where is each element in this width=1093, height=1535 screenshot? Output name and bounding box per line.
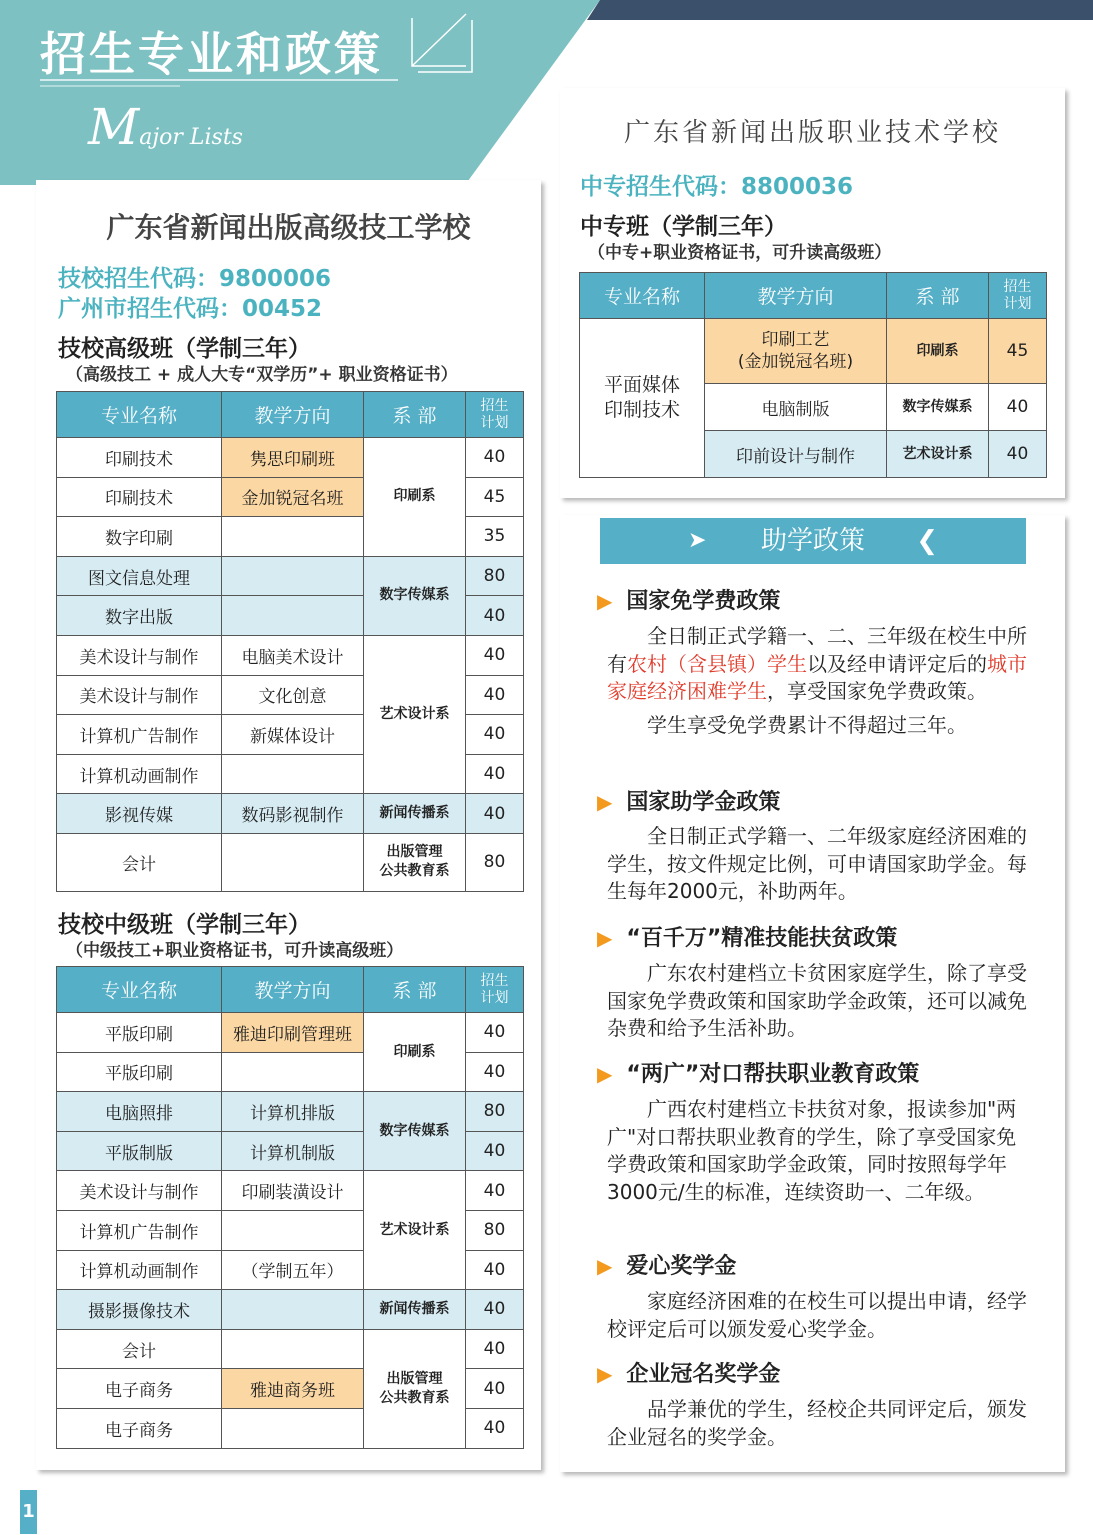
direction-cell — [222, 1210, 364, 1250]
direction-cell: 计算机制版 — [222, 1131, 364, 1171]
plan-cell: 40 — [466, 1171, 524, 1211]
policy-body: 品学兼优的学生，经校企共同评定后，颁发企业冠名的奖学金。 — [607, 1397, 1027, 1449]
direction-cell: 电脑制版 — [705, 384, 887, 431]
plan-cell: 80 — [466, 1210, 524, 1250]
plan-cell: 45 — [989, 319, 1047, 384]
policy-body: 广东农村建档立卡贫困家庭学生，除了享受国家免学费政策和国家助学金政策，还可以减免杂费和给予生活补助。 — [607, 961, 1027, 1041]
major-cell: 平版印刷 — [57, 1052, 222, 1092]
policy-title: 助学政策 — [760, 526, 865, 556]
direction-cell: 电脑美术设计 — [222, 635, 364, 675]
plan-cell: 40 — [466, 675, 524, 715]
plan-cell: 40 — [466, 596, 524, 636]
dept-cell: 印刷系 — [887, 319, 989, 384]
major-cell: 计算机动画制作 — [57, 1250, 222, 1290]
highlight-rural: 农村（含县镇）学生 — [627, 651, 807, 676]
major-cell: 平版印刷 — [57, 1013, 222, 1053]
right-class-table — [579, 272, 1047, 478]
direction-cell: 金加锐冠名班 — [222, 477, 364, 517]
plan-cell: 40 — [466, 1250, 524, 1290]
arrow-right-icon: ➤ — [688, 528, 707, 553]
arrow-left-icon: ❮ — [916, 526, 938, 556]
major-cell: 电子商务 — [57, 1408, 222, 1448]
policy-heading: ▶ 企业冠名奖学金 — [597, 1362, 781, 1387]
policy-heading: ▶ 国家助学金政策 — [597, 790, 781, 815]
major-cell: 摄影摄像技术 — [57, 1290, 222, 1330]
plan-cell: 40 — [466, 1369, 524, 1409]
dept-cell: 数字传媒系 — [364, 1092, 466, 1171]
table-row — [57, 794, 524, 834]
triangle-bullet-icon: ▶ — [597, 1254, 613, 1278]
left-school-name: 广东省新闻出版高级技工学校 — [106, 211, 471, 244]
policy-body: 家庭经济困难的在校生可以提出申请，经学校评定后可以颁发爱心奖学金。 — [607, 1289, 1027, 1341]
dept-cell: 出版管理 公共教育系 — [364, 1329, 466, 1448]
policy-heading: ▶ 爱心奖学金 — [597, 1254, 737, 1279]
page-title: 招生专业和政策 — [40, 27, 383, 81]
major-cell: 计算机广告制作 — [57, 1210, 222, 1250]
direction-cell: 新媒体设计 — [222, 715, 364, 755]
plan-cell: 40 — [466, 635, 524, 675]
col-header-dept: 系 部 — [887, 273, 989, 319]
plan-cell: 40 — [466, 794, 524, 834]
middle-class-table — [56, 966, 524, 1449]
plan-cell: 80 — [466, 556, 524, 596]
direction-cell: 文化创意 — [222, 675, 364, 715]
table-row — [57, 438, 524, 478]
table-row — [57, 556, 524, 596]
right-class-note: （中专+职业资格证书，可升读高级班） — [588, 243, 892, 263]
table-row — [57, 1290, 524, 1330]
dept-cell: 新闻传播系 — [364, 1290, 466, 1330]
major-cell: 会计 — [57, 1329, 222, 1369]
policy-title-bar — [600, 518, 1026, 564]
triangle-bullet-icon: ▶ — [597, 926, 613, 950]
table-row — [57, 635, 524, 675]
direction-cell: 隽思印刷班 — [222, 438, 364, 478]
triangle-bullet-icon: ▶ — [597, 790, 613, 814]
school-code-1: 技校招生代码：9800006 — [58, 266, 332, 292]
col-header-direction: 教学方向 — [222, 392, 364, 438]
dept-cell: 数字传媒系 — [364, 556, 466, 635]
triangle-bullet-icon: ▶ — [597, 1362, 613, 1386]
direction-cell — [222, 833, 364, 891]
col-header-dept: 系 部 — [364, 392, 466, 438]
dept-cell: 印刷系 — [364, 438, 466, 557]
highlight-urban: 城市家庭经济困难学生 — [607, 651, 1027, 704]
major-cell: 印刷技术 — [57, 438, 222, 478]
col-header-major: 专业名称 — [57, 392, 222, 438]
middle-class-note: （中级技工+职业资格证书，可升读高级班） — [66, 941, 404, 961]
middle-class-title: 技校中级班（学制三年） — [58, 912, 311, 938]
plan-cell: 40 — [466, 1052, 524, 1092]
direction-cell: 雅迪商务班 — [222, 1369, 364, 1409]
direction-cell: 印刷装潢设计 — [222, 1171, 364, 1211]
plan-cell: 40 — [466, 715, 524, 755]
policy-body: 全日制正式学籍一、二、三年级在校生中所有农村（含县镇）学生以及经申请评定后的城市家庭经济困难学生，享受国家免学费政策。 学生享受免学费累计不得超过三年。 — [607, 624, 1027, 737]
plan-cell: 40 — [989, 384, 1047, 431]
plan-cell: 40 — [466, 1013, 524, 1053]
plan-cell: 40 — [466, 1408, 524, 1448]
plan-cell: 35 — [466, 517, 524, 557]
plan-cell: 40 — [466, 438, 524, 478]
col-header-plan: 招生 计划 — [466, 392, 524, 438]
major-cell: 数字出版 — [57, 596, 222, 636]
dept-cell: 出版管理 公共教育系 — [364, 833, 466, 891]
plan-cell: 40 — [989, 431, 1047, 478]
col-header-major: 专业名称 — [580, 273, 705, 319]
direction-cell: 数码影视制作 — [222, 794, 364, 834]
triangle-bullet-icon: ▶ — [597, 1062, 613, 1086]
page-number: 1 — [20, 1490, 37, 1534]
policy-body: 广西农村建档立卡扶贫对象，报读参加"两广"对口帮扶职业教育的学生，除了享受国家免学费政策和国家助学金政策，同时按照每学年3000元/生的标准，连续资助一、二年级。 — [607, 1097, 1017, 1204]
dept-cell: 新闻传播系 — [364, 794, 466, 834]
major-cell: 数字印刷 — [57, 517, 222, 557]
direction-cell: 计算机排版 — [222, 1092, 364, 1132]
direction-cell: 印刷工艺 (金加锐冠名班) — [705, 319, 887, 384]
senior-class-title: 技校高级班（学制三年） — [58, 336, 311, 362]
col-header-direction: 教学方向 — [222, 967, 364, 1013]
triangle-bullet-icon: ▶ — [597, 589, 613, 613]
direction-cell — [222, 1408, 364, 1448]
dept-cell: 艺术设计系 — [887, 431, 989, 478]
direction-cell — [222, 1052, 364, 1092]
col-header-direction: 教学方向 — [705, 273, 887, 319]
major-cell: 平面媒体 印制技术 — [580, 319, 705, 478]
page-subtitle: Major Lists — [88, 98, 243, 156]
major-cell: 平版制版 — [57, 1131, 222, 1171]
policy-heading: ▶ 国家免学费政策 — [597, 589, 781, 614]
direction-cell — [222, 596, 364, 636]
direction-cell: 雅迪印刷管理班 — [222, 1013, 364, 1053]
plan-cell: 45 — [466, 477, 524, 517]
direction-cell: 印前设计与制作 — [705, 431, 887, 478]
plan-cell: 40 — [466, 754, 524, 794]
col-header-major: 专业名称 — [57, 967, 222, 1013]
right-class-title: 中专班（学制三年） — [580, 214, 787, 240]
senior-class-note: （高级技工 + 成人大专“双学历”+ 职业资格证书） — [66, 365, 458, 385]
right-school-code: 中专招生代码：8800036 — [580, 174, 854, 200]
major-cell: 影视传媒 — [57, 794, 222, 834]
table-row — [57, 1329, 524, 1369]
major-cell: 计算机广告制作 — [57, 715, 222, 755]
right-school-name: 广东省新闻出版职业技术学校 — [623, 118, 1001, 148]
direction-cell — [222, 556, 364, 596]
direction-cell — [222, 754, 364, 794]
major-cell: 印刷技术 — [57, 477, 222, 517]
table-row — [580, 319, 1047, 384]
major-cell: 电子商务 — [57, 1369, 222, 1409]
major-cell: 美术设计与制作 — [57, 1171, 222, 1211]
major-cell: 美术设计与制作 — [57, 635, 222, 675]
direction-cell — [222, 1329, 364, 1369]
major-cell: 计算机动画制作 — [57, 754, 222, 794]
dept-cell: 艺术设计系 — [364, 1171, 466, 1290]
dept-cell: 数字传媒系 — [887, 384, 989, 431]
policy-heading: ▶ “两广”对口帮扶职业教育政策 — [597, 1062, 920, 1087]
major-cell: 图文信息处理 — [57, 556, 222, 596]
school-code-2: 广州市招生代码：00452 — [58, 296, 323, 322]
plan-cell: 40 — [466, 1290, 524, 1330]
major-cell: 电脑照排 — [57, 1092, 222, 1132]
table-row — [57, 833, 524, 891]
dept-cell: 艺术设计系 — [364, 635, 466, 793]
senior-class-table — [56, 391, 524, 892]
direction-cell — [222, 1290, 364, 1330]
col-header-dept: 系 部 — [364, 967, 466, 1013]
plan-cell: 40 — [466, 1131, 524, 1171]
policy-body: 全日制正式学籍一、二年级家庭经济困难的学生，按文件规定比例，可申请国家助学金。每生每年2000元，补助两年。 — [607, 824, 1027, 904]
major-cell: 美术设计与制作 — [57, 675, 222, 715]
col-header-plan: 招生 计划 — [466, 967, 524, 1013]
dept-cell: 印刷系 — [364, 1013, 466, 1092]
major-cell: 会计 — [57, 833, 222, 891]
policy-heading: ▶ “百千万”精准技能扶贫政策 — [597, 926, 898, 951]
plan-cell: 80 — [466, 1092, 524, 1132]
direction-cell — [222, 517, 364, 557]
plan-cell: 80 — [466, 833, 524, 891]
direction-cell: （学制五年） — [222, 1250, 364, 1290]
col-header-plan: 招生 计划 — [989, 273, 1047, 319]
table-row — [57, 1092, 524, 1132]
table-row — [57, 1171, 524, 1211]
plan-cell: 40 — [466, 1329, 524, 1369]
table-row — [57, 1013, 524, 1053]
